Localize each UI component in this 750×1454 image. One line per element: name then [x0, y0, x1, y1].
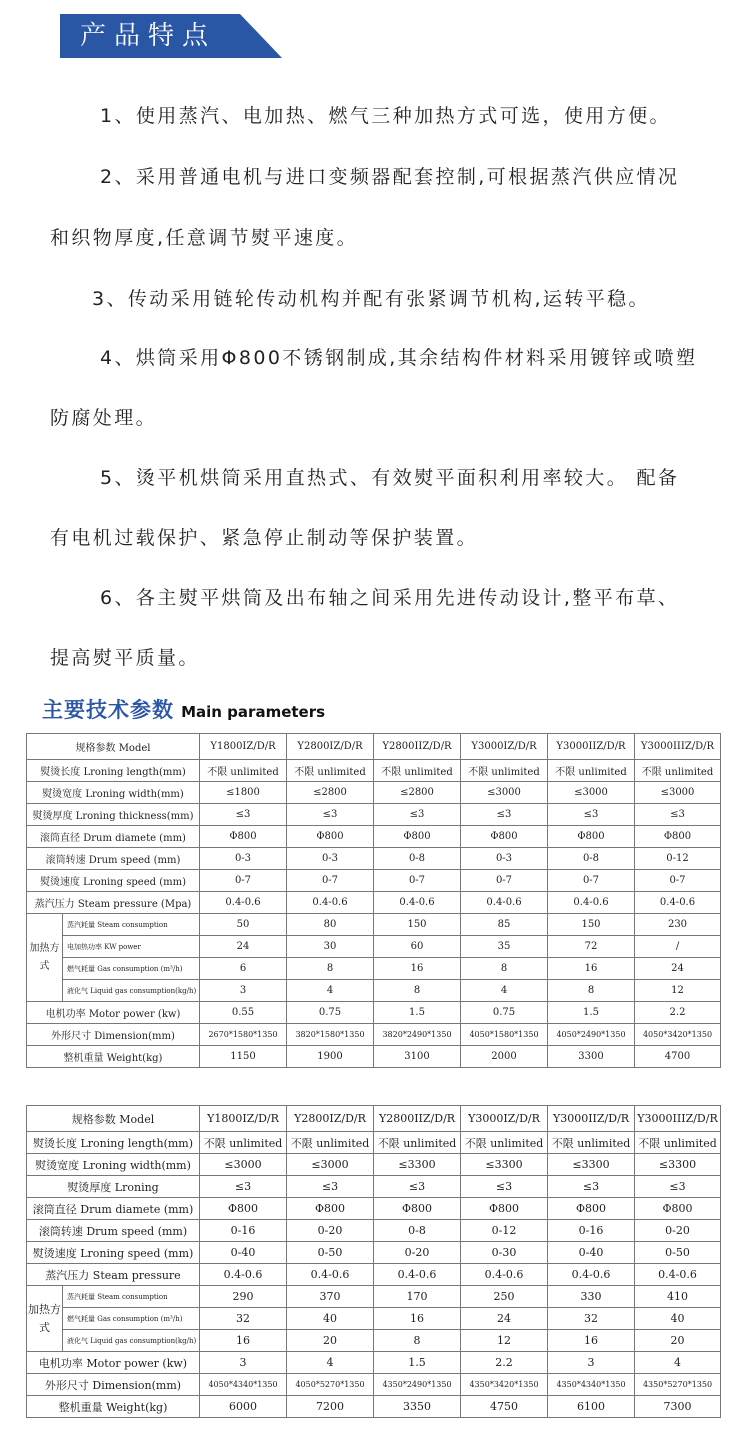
- row-value: Φ800: [635, 1198, 721, 1220]
- table-row: [27, 782, 721, 804]
- row-value: 8: [548, 980, 635, 1002]
- row-label: 整机重量 Weight(kg): [27, 1046, 200, 1068]
- row-value: 0.4-0.6: [548, 1264, 635, 1286]
- row-value: Φ800: [287, 1198, 374, 1220]
- row-value: 24: [200, 936, 287, 958]
- row-value: 不限 unlimited: [374, 760, 461, 782]
- row-value: 32: [200, 1308, 287, 1330]
- row-value: 0-12: [461, 1220, 548, 1242]
- row-value: Φ800: [374, 1198, 461, 1220]
- row-value: 8: [374, 980, 461, 1002]
- row-value: 150: [374, 914, 461, 936]
- table-row: [27, 1132, 721, 1154]
- row-value: 0-7: [200, 870, 287, 892]
- table-row: [27, 1154, 721, 1176]
- row-value: 0.4-0.6: [461, 1264, 548, 1286]
- row-value: 0-40: [200, 1242, 287, 1264]
- banner-title: 产品特点: [80, 21, 217, 51]
- row-value: 16: [374, 1308, 461, 1330]
- row-value: Φ800: [461, 826, 548, 848]
- row-label: 熨烫厚度 Lroning: [27, 1176, 200, 1198]
- table-row: [27, 826, 721, 848]
- row-value: 0-3: [287, 848, 374, 870]
- row-value: /: [635, 936, 721, 958]
- row-value: 16: [548, 958, 635, 980]
- row-value: 4350*5270*1350: [635, 1374, 721, 1396]
- row-value: 4750: [461, 1396, 548, 1418]
- row-value: ≤3: [548, 1176, 635, 1198]
- row-value: ≤3: [200, 1176, 287, 1198]
- table-header-row: [27, 734, 721, 760]
- row-value: 32: [548, 1308, 635, 1330]
- row-label: 熨烫宽度 Lroning width(mm): [27, 782, 200, 804]
- row-value: 8: [374, 1330, 461, 1352]
- row-label: 熨烫长度 Lroning length(mm): [27, 1132, 200, 1154]
- row-value: 2670*1580*1350: [200, 1024, 287, 1046]
- section-banner: [60, 14, 282, 58]
- row-label: 电机功率 Motor power (kw): [27, 1352, 200, 1374]
- row-value: 0.4-0.6: [635, 1264, 721, 1286]
- row-value: 4050*5270*1350: [287, 1374, 374, 1396]
- row-value: Φ800: [548, 826, 635, 848]
- table-header-row: [27, 1106, 721, 1132]
- row-value: 4350*3420*1350: [461, 1374, 548, 1396]
- row-value: ≤3: [635, 804, 721, 826]
- heating-row-label: 蒸汽耗量 Steam consumption: [63, 1286, 200, 1308]
- feature-line-6: 6、各主熨平烘筒及出布轴之间采用先进传动设计,整平布草、: [100, 587, 680, 609]
- model-name-cell: Y2800IZ/D/R: [287, 734, 374, 760]
- model-name-cell: Y1800IZ/D/R: [200, 734, 287, 760]
- row-value: 0-7: [548, 870, 635, 892]
- table-row: [27, 1176, 721, 1198]
- row-value: 150: [548, 914, 635, 936]
- row-value: Φ800: [374, 826, 461, 848]
- row-value: Φ800: [200, 826, 287, 848]
- row-value: 6: [200, 958, 287, 980]
- section-title-zh: 主要技术参数: [42, 698, 174, 722]
- row-value: 0.4-0.6: [287, 892, 374, 914]
- row-value: 1.5: [374, 1002, 461, 1024]
- row-value: ≤3: [548, 804, 635, 826]
- row-label: 外形尺寸 Dimension(mm): [27, 1024, 200, 1046]
- row-label: 蒸汽压力 Steam pressure: [27, 1264, 200, 1286]
- row-value: 4: [635, 1352, 721, 1374]
- row-value: 30: [287, 936, 374, 958]
- row-value: Φ800: [200, 1198, 287, 1220]
- row-value: 0-7: [635, 870, 721, 892]
- row-value: 7300: [635, 1396, 721, 1418]
- row-value: 0.4-0.6: [374, 1264, 461, 1286]
- row-value: 170: [374, 1286, 461, 1308]
- table-row: [27, 914, 721, 936]
- model-name-cell: Y3000IZ/D/R: [461, 1106, 548, 1132]
- row-value: 0.4-0.6: [200, 1264, 287, 1286]
- heating-row-label: 电加热功率 KW power: [63, 936, 200, 958]
- model-name-cell: Y2800IIZ/D/R: [374, 1106, 461, 1132]
- row-value: ≤3300: [461, 1154, 548, 1176]
- row-value: 0.75: [287, 1002, 374, 1024]
- row-value: 不限 unlimited: [200, 1132, 287, 1154]
- table-row: [27, 1002, 721, 1024]
- table-row: [27, 892, 721, 914]
- row-value: 2000: [461, 1046, 548, 1068]
- row-value: 1150: [200, 1046, 287, 1068]
- row-value: 0-7: [374, 870, 461, 892]
- row-label: 滚筒转速 Drum speed (mm): [27, 848, 200, 870]
- model-name-cell: Y3000IZ/D/R: [461, 734, 548, 760]
- table-row: [27, 1374, 721, 1396]
- row-value: 3820*1580*1350: [287, 1024, 374, 1046]
- row-value: 12: [635, 980, 721, 1002]
- row-value: 4050*4340*1350: [200, 1374, 287, 1396]
- row-value: 20: [635, 1330, 721, 1352]
- heating-row-label: 液化气 Liquid gas consumption(kg/h): [63, 1330, 200, 1352]
- row-value: 0-30: [461, 1242, 548, 1264]
- row-value: 4050*2490*1350: [548, 1024, 635, 1046]
- section-title: [42, 694, 325, 724]
- row-value: 不限 unlimited: [635, 1132, 721, 1154]
- row-value: ≤2800: [287, 782, 374, 804]
- table-row: [27, 804, 721, 826]
- row-value: 3: [200, 980, 287, 1002]
- row-label: 熨烫厚度 Lroning thickness(mm): [27, 804, 200, 826]
- row-value: 0-8: [374, 848, 461, 870]
- table-row: [27, 1198, 721, 1220]
- row-label: 滚筒直径 Drum diamete (mm): [27, 1198, 200, 1220]
- row-value: 4: [461, 980, 548, 1002]
- row-value: 7200: [287, 1396, 374, 1418]
- row-value: ≤3: [287, 1176, 374, 1198]
- row-value: 1900: [287, 1046, 374, 1068]
- row-value: 0-3: [461, 848, 548, 870]
- row-value: 不限 unlimited: [461, 1132, 548, 1154]
- row-label: 滚筒转速 Drum speed (mm): [27, 1220, 200, 1242]
- row-value: 6100: [548, 1396, 635, 1418]
- row-label: 外形尺寸 Dimension(mm): [27, 1374, 200, 1396]
- row-value: 85: [461, 914, 548, 936]
- row-value: 0-8: [374, 1220, 461, 1242]
- row-label: 电机功率 Motor power (kw): [27, 1002, 200, 1024]
- row-value: 不限 unlimited: [548, 760, 635, 782]
- row-value: 3820*2490*1350: [374, 1024, 461, 1046]
- row-value: 50: [200, 914, 287, 936]
- model-header-cell: 规格参数 Model: [27, 734, 200, 760]
- row-value: 3350: [374, 1396, 461, 1418]
- row-value: 0.4-0.6: [287, 1264, 374, 1286]
- row-value: 0-20: [374, 1242, 461, 1264]
- row-value: ≤3000: [461, 782, 548, 804]
- section-title-en: Main parameters: [181, 703, 326, 721]
- row-value: 0-7: [461, 870, 548, 892]
- row-value: 4050*3420*1350: [635, 1024, 721, 1046]
- table-row: [27, 1286, 721, 1308]
- row-value: 8: [287, 958, 374, 980]
- row-value: 0-20: [635, 1220, 721, 1242]
- spec-table-2: [26, 1105, 721, 1418]
- row-label: 熨烫宽度 Lroning width(mm): [27, 1154, 200, 1176]
- row-value: 4700: [635, 1046, 721, 1068]
- row-value: 40: [287, 1308, 374, 1330]
- table-row: [27, 1046, 721, 1068]
- row-value: 0.4-0.6: [548, 892, 635, 914]
- row-value: 0.4-0.6: [635, 892, 721, 914]
- row-value: ≤3000: [287, 1154, 374, 1176]
- row-label: 熨烫速度 Lroning speed (mm): [27, 870, 200, 892]
- row-value: 250: [461, 1286, 548, 1308]
- row-value: 不限 unlimited: [287, 1132, 374, 1154]
- table-row: [27, 1330, 721, 1352]
- row-value: ≤3300: [548, 1154, 635, 1176]
- model-name-cell: Y3000IIIZ/D/R: [635, 1106, 721, 1132]
- table-row: [27, 1220, 721, 1242]
- model-name-cell: Y1800IZ/D/R: [200, 1106, 287, 1132]
- feature-line-4-cont: 防腐处理。: [50, 407, 158, 429]
- row-value: 3300: [548, 1046, 635, 1068]
- row-value: ≤3300: [635, 1154, 721, 1176]
- row-value: 3100: [374, 1046, 461, 1068]
- model-name-cell: Y3000IIZ/D/R: [548, 734, 635, 760]
- row-value: ≤1800: [200, 782, 287, 804]
- row-value: 410: [635, 1286, 721, 1308]
- row-value: 0.4-0.6: [200, 892, 287, 914]
- row-label: 整机重量 Weight(kg): [27, 1396, 200, 1418]
- feature-line-2-cont: 和织物厚度,任意调节熨平速度。: [50, 227, 359, 249]
- row-value: 2.2: [461, 1352, 548, 1374]
- row-value: 24: [461, 1308, 548, 1330]
- heating-row-label: 燃气耗量 Gas consumption (m³/h): [63, 1308, 200, 1330]
- row-value: ≤3: [374, 1176, 461, 1198]
- feature-line-2: 2、采用普通电机与进口变频器配套控制,可根据蒸汽供应情况: [100, 166, 680, 188]
- feature-line-5-cont: 有电机过载保护、紧急停止制动等保护装置。: [50, 527, 479, 549]
- row-value: 20: [287, 1330, 374, 1352]
- row-value: 0-16: [548, 1220, 635, 1242]
- row-value: 16: [200, 1330, 287, 1352]
- table-row: [27, 1352, 721, 1374]
- row-value: ≤2800: [374, 782, 461, 804]
- row-value: 0-20: [287, 1220, 374, 1242]
- row-value: 40: [635, 1308, 721, 1330]
- model-name-cell: Y3000IIIZ/D/R: [635, 734, 721, 760]
- row-value: 72: [548, 936, 635, 958]
- row-value: ≤3: [287, 804, 374, 826]
- table-row: [27, 1024, 721, 1046]
- feature-line-6-cont: 提高熨平质量。: [50, 647, 200, 669]
- row-value: 24: [635, 958, 721, 980]
- model-name-cell: Y2800IIZ/D/R: [374, 734, 461, 760]
- row-value: 8: [461, 958, 548, 980]
- row-value: 0-3: [200, 848, 287, 870]
- table-row: [27, 1242, 721, 1264]
- row-value: ≤3: [374, 804, 461, 826]
- row-value: 60: [374, 936, 461, 958]
- table-row: [27, 980, 721, 1002]
- table-row: [27, 958, 721, 980]
- table-row: [27, 1264, 721, 1286]
- row-value: 0-16: [200, 1220, 287, 1242]
- row-value: Φ800: [635, 826, 721, 848]
- row-value: 2.2: [635, 1002, 721, 1024]
- row-label: 蒸汽压力 Steam pressure (Mpa): [27, 892, 200, 914]
- row-value: 不限 unlimited: [461, 760, 548, 782]
- row-value: ≤3: [635, 1176, 721, 1198]
- row-value: 不限 unlimited: [287, 760, 374, 782]
- row-value: 4050*1580*1350: [461, 1024, 548, 1046]
- row-value: 3: [548, 1352, 635, 1374]
- row-value: 不限 unlimited: [200, 760, 287, 782]
- row-value: 0-50: [287, 1242, 374, 1264]
- row-value: ≤3: [461, 804, 548, 826]
- row-value: 0-12: [635, 848, 721, 870]
- row-value: 16: [548, 1330, 635, 1352]
- row-value: 3: [200, 1352, 287, 1374]
- row-value: 35: [461, 936, 548, 958]
- table-row: [27, 1308, 721, 1330]
- spec-table-1: [26, 733, 721, 1068]
- table-row: [27, 760, 721, 782]
- row-label: 熨烫速度 Lroning speed (mm): [27, 1242, 200, 1264]
- row-value: 0-50: [635, 1242, 721, 1264]
- row-value: 80: [287, 914, 374, 936]
- model-name-cell: Y2800IZ/D/R: [287, 1106, 374, 1132]
- table-row: [27, 870, 721, 892]
- heating-row-label: 蒸汽耗量 Steam consumption: [63, 914, 200, 936]
- row-value: ≤3300: [374, 1154, 461, 1176]
- model-header-cell: 规格参数 Model: [27, 1106, 200, 1132]
- row-label: 滚筒直径 Drum diamete (mm): [27, 826, 200, 848]
- feature-line-3: 3、传动采用链轮传动机构并配有张紧调节机构,运转平稳。: [92, 288, 650, 310]
- feature-line-5: 5、烫平机烘筒采用直热式、有效熨平面积利用率较大。 配备: [100, 467, 680, 489]
- row-value: ≤3000: [635, 782, 721, 804]
- model-name-cell: Y3000IIZ/D/R: [548, 1106, 635, 1132]
- row-value: 4: [287, 980, 374, 1002]
- row-value: 0.4-0.6: [374, 892, 461, 914]
- table-row: [27, 848, 721, 870]
- row-label: 熨烫长度 Lroning length(mm): [27, 760, 200, 782]
- row-value: 0-7: [287, 870, 374, 892]
- row-value: 0-40: [548, 1242, 635, 1264]
- row-value: ≤3: [200, 804, 287, 826]
- row-value: 4: [287, 1352, 374, 1374]
- heating-row-label: 燃气耗量 Gas consumption (m³/h): [63, 958, 200, 980]
- row-value: ≤3000: [200, 1154, 287, 1176]
- row-value: 6000: [200, 1396, 287, 1418]
- row-value: Φ800: [461, 1198, 548, 1220]
- heating-method-label: 加热方式: [27, 1286, 63, 1352]
- row-value: 290: [200, 1286, 287, 1308]
- row-value: 330: [548, 1286, 635, 1308]
- row-value: 0.4-0.6: [461, 892, 548, 914]
- row-value: 不限 unlimited: [374, 1132, 461, 1154]
- feature-line-1: 1、使用蒸汽、电加热、燃气三种加热方式可选，使用方便。: [100, 105, 671, 127]
- row-value: ≤3000: [548, 782, 635, 804]
- row-value: 1.5: [548, 1002, 635, 1024]
- row-value: 4350*2490*1350: [374, 1374, 461, 1396]
- heating-row-label: 液化气 Liquid gas consumption(kg/h): [63, 980, 200, 1002]
- row-value: 不限 unlimited: [635, 760, 721, 782]
- row-value: 370: [287, 1286, 374, 1308]
- row-value: Φ800: [287, 826, 374, 848]
- row-value: 0.55: [200, 1002, 287, 1024]
- row-value: 1.5: [374, 1352, 461, 1374]
- heating-method-label: 加热方式: [27, 914, 63, 1002]
- row-value: 0-8: [548, 848, 635, 870]
- row-value: 4350*4340*1350: [548, 1374, 635, 1396]
- row-value: ≤3: [461, 1176, 548, 1198]
- row-value: 230: [635, 914, 721, 936]
- feature-line-4: 4、烘筒采用Φ800不锈钢制成,其余结构件材料采用镀锌或喷塑: [100, 347, 698, 369]
- row-value: 12: [461, 1330, 548, 1352]
- row-value: Φ800: [548, 1198, 635, 1220]
- table-row: [27, 1396, 721, 1418]
- row-value: 不限 unlimited: [548, 1132, 635, 1154]
- row-value: 0.75: [461, 1002, 548, 1024]
- row-value: 16: [374, 958, 461, 980]
- table-row: [27, 936, 721, 958]
